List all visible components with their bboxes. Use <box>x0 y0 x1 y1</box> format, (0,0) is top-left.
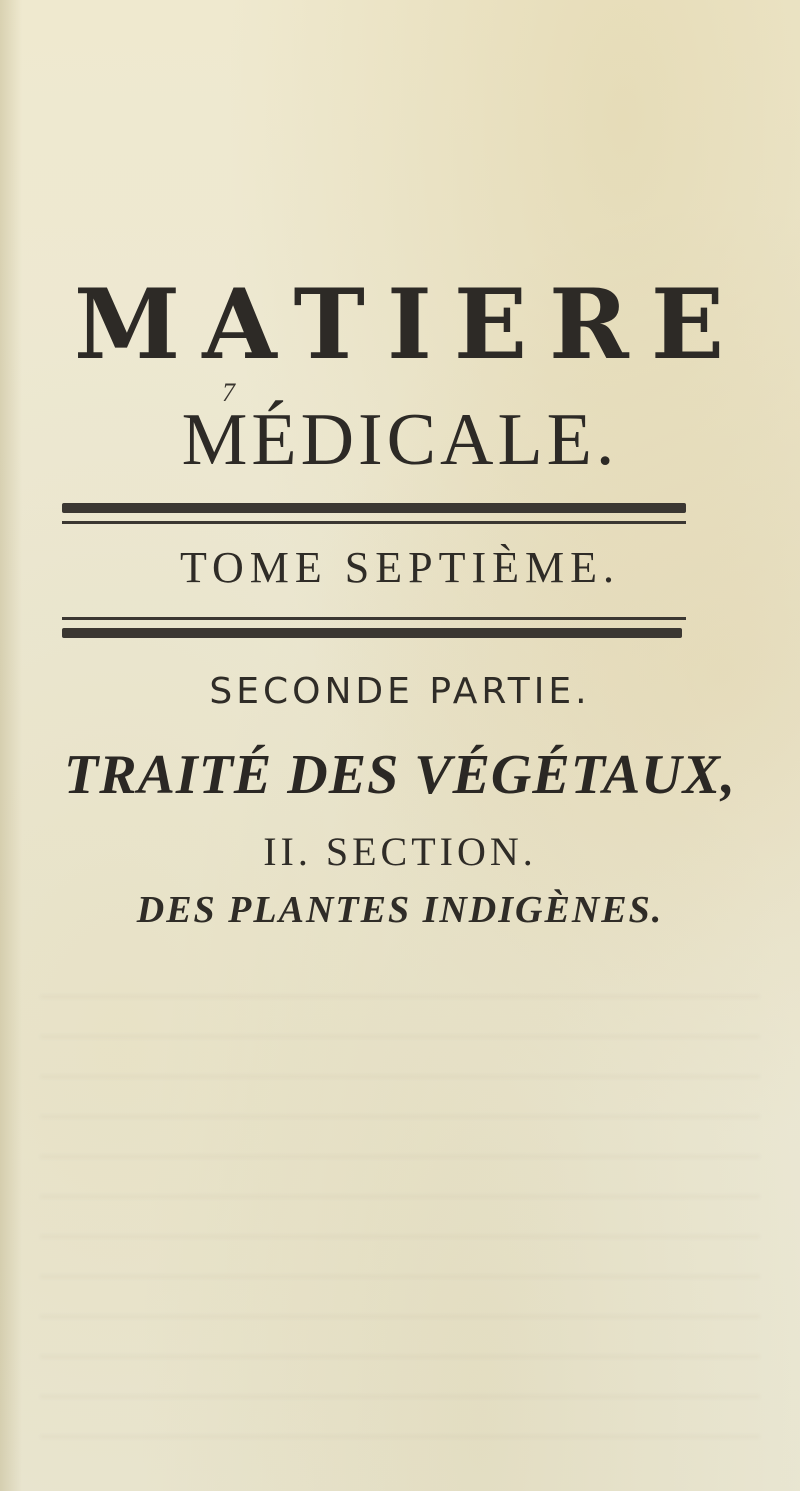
handwritten-volume-number: 7 <box>222 378 235 407</box>
plants-heading: DES PLANTES INDIGÈNES. <box>136 889 664 931</box>
sub-title: MÉDICALE. <box>181 399 619 481</box>
thick-rule-bottom <box>62 628 682 638</box>
section-heading: II. SECTION. <box>263 829 537 874</box>
tome-heading: TOME SEPTIÈME. <box>179 543 621 592</box>
thin-rule-top <box>62 521 686 524</box>
bleed-through-text <box>40 960 760 1460</box>
part-heading: SECONDE PARTIE. <box>209 671 591 712</box>
treatise-heading: TRAITÉ DES VÉGÉTAUX, <box>64 744 736 806</box>
main-title: MATIERE <box>74 268 746 381</box>
thick-rule-top <box>62 503 686 513</box>
thin-rule-bottom <box>62 617 686 620</box>
